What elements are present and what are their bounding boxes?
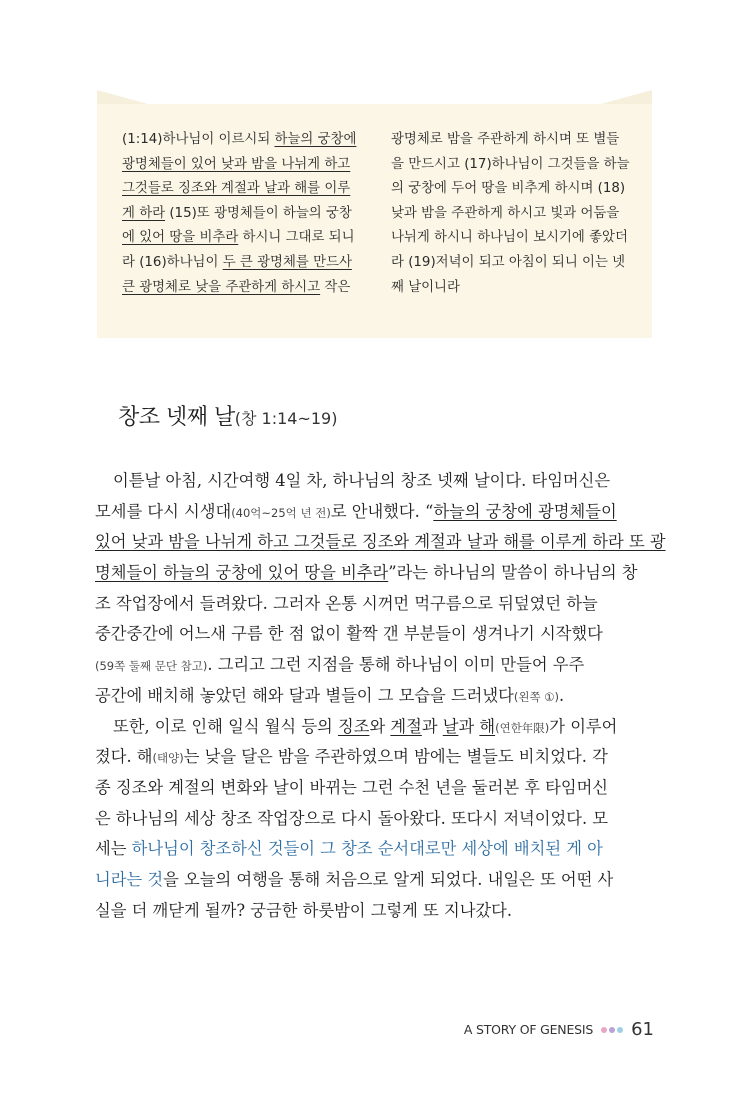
quote-left-column — [122, 128, 367, 300]
paragraph-line: 조 작업장에서 들려왔다. 그러자 온통 시꺼먼 먹구름으로 뒤덮였던 하늘 — [95, 593, 598, 613]
body-text — [95, 466, 666, 926]
decorative-dots-icon — [601, 1027, 623, 1033]
page-footer — [464, 1019, 654, 1040]
quote-line: 라 (19)저녁이 되고 아침이 되니 이는 넷 — [391, 254, 626, 270]
page-number: 61 — [631, 1019, 654, 1040]
quote-line: (1:14)하나님이 이르시되 하늘의 궁창에 — [122, 132, 357, 147]
quote-line: 나뉘게 하시니 하나님이 보시기에 좋았더 — [391, 230, 628, 246]
paragraph-line: 세는 하나님이 창조하신 것들이 그 창조 순서대로만 세상에 배치된 게 아 — [95, 839, 603, 859]
quote-line: 광명체들이 있어 낮과 밤을 나뉘게 하고 — [122, 156, 351, 172]
quote-line: 째 날이니라 — [391, 279, 460, 295]
quote-line: 을 만드시고 (17)하나님이 그것들을 하늘 — [391, 156, 630, 172]
quote-right-column — [391, 128, 631, 300]
paragraph-line: 실을 더 깨닫게 될까? 궁금한 하룻밤이 그렇게 또 지나갔다. — [95, 900, 513, 920]
quote-line: 에 있어 땅을 비추라 하시니 그대로 되니 — [122, 230, 355, 246]
highlighted-text: 니라는 것 — [95, 869, 164, 889]
section-heading — [118, 400, 337, 431]
paragraph-line: 은 하나님의 세상 창조 작업장으로 다시 돌아왔다. 또다시 저녁이었다. 모 — [95, 808, 609, 828]
quote-line: 라 (16)하나님이 두 큰 광명체를 만드사 — [122, 254, 352, 270]
paragraph-line: (59쪽 둘째 문단 참고). 그리고 그런 지점을 통해 하나님이 이미 만들어 우주 — [95, 655, 585, 675]
book-title: A STORY OF GENESIS — [463, 1022, 594, 1037]
quote-line: 큰 광명체로 낮을 주관하게 하시고 작은 — [122, 279, 351, 295]
paragraph-line: 니라는 것을 오늘의 여행을 통해 처음으로 알게 되었다. 내일은 또 어떤 사 — [95, 869, 614, 889]
highlighted-text: 하나님이 창조하신 것들이 그 창조 순서대로만 세상에 배치된 게 아 — [131, 839, 603, 859]
quote-line: 광명체로 밤을 주관하게 하시며 또 별들 — [391, 132, 620, 147]
paragraph-line: 종 징조와 계절의 변화와 날이 바뀌는 그런 수천 년을 둘러본 후 타임머신 — [95, 777, 609, 797]
quote-line: 그것들로 징조와 계절과 날과 해를 이루 — [122, 181, 351, 197]
paragraph-line: 있어 낮과 밤을 나뉘게 하고 그것들로 징조와 계절과 날과 해를 이루게 하라 또 광 — [95, 532, 666, 552]
paragraph-line: 모세를 다시 시생대(40억~25억 년 전)로 안내했다. “하늘의 궁창에 광명체들이 — [95, 501, 617, 521]
paragraph-line: 이튿날 아침, 시간여행 4일 차, 하나님의 창조 넷째 날이다. 타임머신은 — [113, 471, 611, 490]
quote-line: 의 궁창에 두어 땅을 비추게 하시며 (18) — [391, 181, 626, 197]
paragraph-line: 명체들이 하늘의 궁창에 있어 땅을 비추라”라는 하나님의 말씀이 하나님의 창 — [95, 563, 638, 583]
paragraph-line: 중간중간에 어느새 구름 한 점 없이 활짝 갠 부분들이 생겨나기 시작했다 — [95, 624, 603, 644]
quote-line: 낮과 밤을 주관하게 하시고 빛과 어둠을 — [391, 205, 620, 221]
paragraph-line: 졌다. 해(태양)는 낮을 달은 밤을 주관하였으며 밤에는 별들도 비치었다. 각 — [95, 747, 608, 767]
paragraph-line: 또한, 이로 인해 일식 월식 등의 징조와 계절과 날과 해(연한年限)가 이루어 — [113, 716, 618, 736]
section-title: 창조 넷째 날 — [118, 405, 235, 430]
quote-line: 게 하라 (15)또 광명체들이 하늘의 궁창 — [122, 205, 352, 221]
scripture-reference: (창 1:14~19) — [234, 409, 338, 428]
paragraph-line: 공간에 배치해 놓았던 해와 달과 별들이 그 모습을 드러냈다(왼쪽 ①). — [95, 685, 565, 705]
